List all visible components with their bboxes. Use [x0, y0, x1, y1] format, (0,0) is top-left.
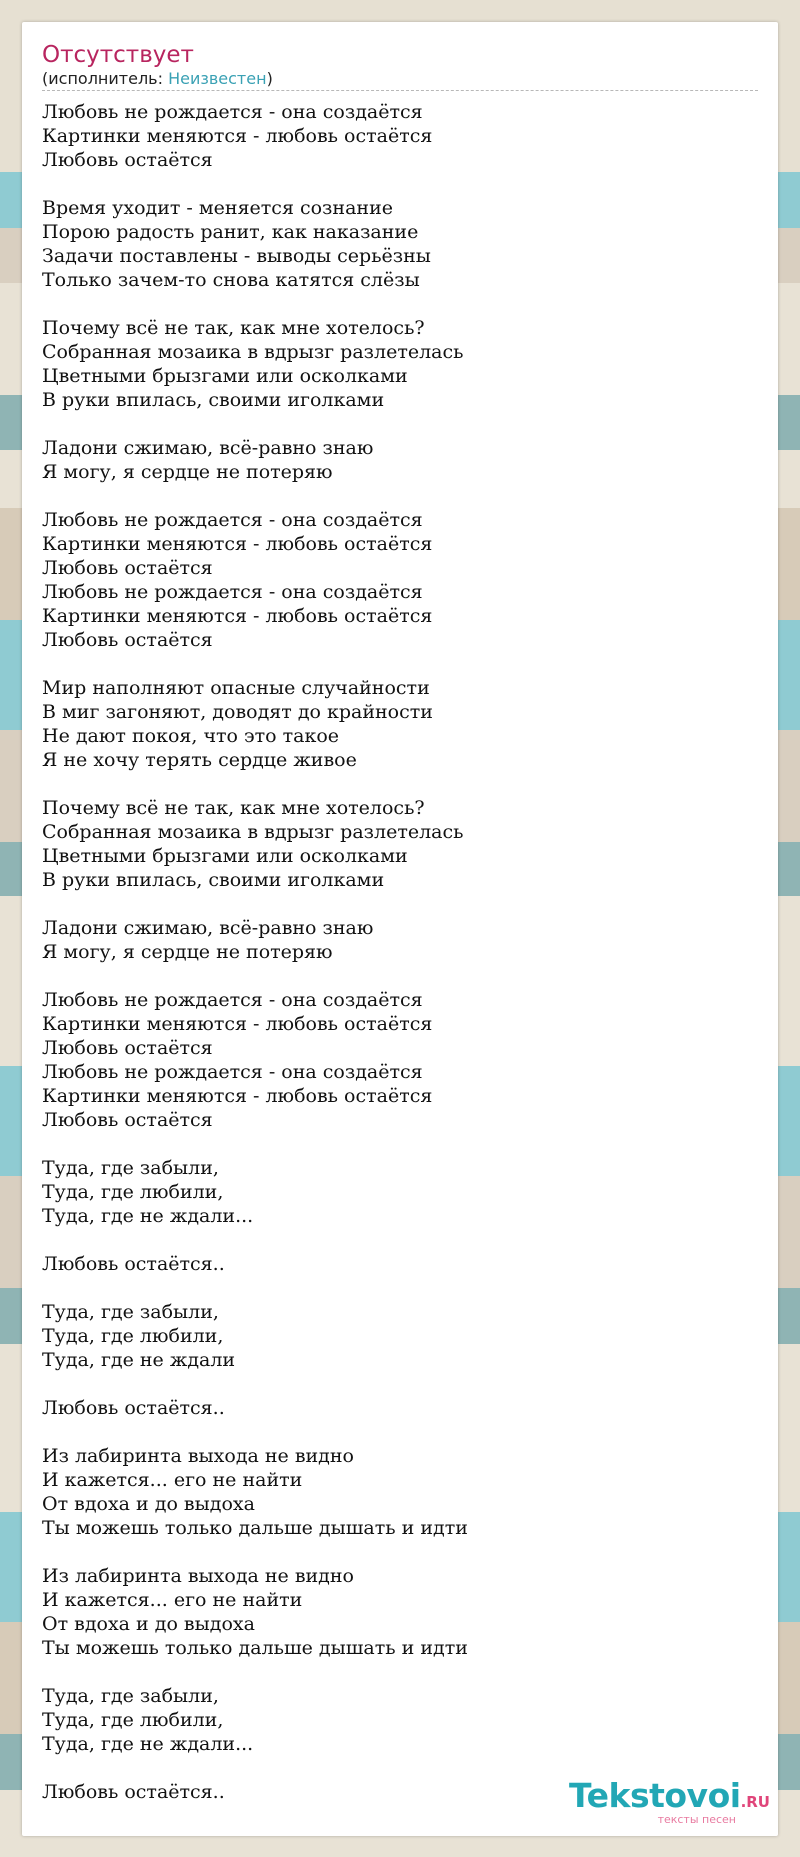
lyric-line: Не дают покоя, что это такое: [42, 725, 340, 747]
stanza-break: [42, 412, 758, 436]
stanza-break: [42, 1228, 758, 1252]
stanza-break: [42, 1132, 758, 1156]
lyric-line: Любовь остаётся..: [42, 1397, 225, 1419]
lyric-line: Туда, где любили,: [42, 1181, 224, 1203]
lyric-line: В руки впилась, своими иголками: [42, 869, 385, 891]
lyric-line: Любовь не рождается - она создаётся: [42, 989, 423, 1011]
lyric-line: Любовь остаётся: [42, 1037, 213, 1059]
stanza-break: [42, 1372, 758, 1396]
stanza-break: [42, 292, 758, 316]
lyric-line: Только зачем-то снова катятся слёзы: [42, 269, 420, 291]
lyric-line: Картинки меняются - любовь остаётся: [42, 1013, 433, 1035]
lyric-line: Любовь не рождается - она создаётся: [42, 581, 423, 603]
lyric-line: От вдоха и до выдоха: [42, 1613, 255, 1635]
song-title: Отсутствует: [42, 42, 194, 68]
lyric-line: Собранная мозаика в вдрызг разлетелась: [42, 341, 464, 363]
lyric-line: Порою радость ранит, как наказание: [42, 221, 419, 243]
lyric-line: Любовь не рождается - она создаётся: [42, 509, 423, 531]
lyric-line: Задачи поставлены - выводы серьёзны: [42, 245, 431, 267]
lyric-line: Туда, где не ждали: [42, 1349, 236, 1371]
lyric-line: Туда, где любили,: [42, 1325, 224, 1347]
lyric-line: Из лабиринта выхода не видно: [42, 1445, 354, 1467]
artist-suffix: ): [266, 69, 273, 88]
lyric-line: Почему всё не так, как мне хотелось?: [42, 317, 425, 339]
lyric-line: Ты можешь только дальше дышать и идти: [42, 1517, 468, 1539]
lyric-line: Любовь не рождается - она создаётся: [42, 101, 423, 123]
lyric-line: Туда, где забыли,: [42, 1157, 219, 1179]
artist-line: [42, 70, 758, 88]
lyric-line: И кажется... его не найти: [42, 1589, 303, 1611]
lyric-line: Любовь остаётся: [42, 149, 213, 171]
lyric-line: Любовь остаётся: [42, 1109, 213, 1131]
lyric-line: Любовь остаётся: [42, 557, 213, 579]
lyric-line: Цветными брызгами или осколками: [42, 365, 408, 387]
lyrics-text: [42, 100, 758, 1804]
stanza-break: [42, 172, 758, 196]
lyric-line: Из лабиринта выхода не видно: [42, 1565, 354, 1587]
lyric-line: Я могу, я сердце не потеряю: [42, 461, 333, 483]
lyric-line: Почему всё не так, как мне хотелось?: [42, 797, 425, 819]
lyric-line: Картинки меняются - любовь остаётся: [42, 1085, 433, 1107]
lyric-line: Туда, где любили,: [42, 1709, 224, 1731]
artist-prefix: (исполнитель:: [42, 69, 169, 88]
lyric-line: Туда, где не ждали...: [42, 1733, 254, 1755]
lyric-line: От вдоха и до выдоха: [42, 1493, 255, 1515]
lyric-line: Туда, где забыли,: [42, 1301, 219, 1323]
lyric-line: Цветными брызгами или осколками: [42, 845, 408, 867]
lyric-line: Ладони сжимаю, всё-равно знаю: [42, 917, 374, 939]
stanza-break: [42, 1540, 758, 1564]
lyric-line: Картинки меняются - любовь остаётся: [42, 533, 433, 555]
stanza-break: [42, 1276, 758, 1300]
artist-link[interactable]: Неизвестен: [168, 69, 267, 88]
lyric-line: В руки впилась, своими иголками: [42, 389, 385, 411]
stanza-break: [42, 772, 758, 796]
stanza-break: [42, 1420, 758, 1444]
lyric-line: Туда, где не ждали...: [42, 1205, 254, 1227]
lyric-line: Мир наполняют опасные случайности: [42, 677, 430, 699]
lyric-line: Собранная мозаика в вдрызг разлетелась: [42, 821, 464, 843]
lyric-line: Любовь остаётся..: [42, 1781, 225, 1803]
lyric-line: Любовь остаётся..: [42, 1253, 225, 1275]
site-logo[interactable]: [560, 1778, 770, 1828]
lyric-line: Ты можешь только дальше дышать и идти: [42, 1637, 468, 1659]
logo-domain: .RU: [740, 1793, 770, 1811]
song-header: [42, 40, 758, 91]
lyric-line: Картинки меняются - любовь остаётся: [42, 605, 433, 627]
lyric-line: Туда, где забыли,: [42, 1685, 219, 1707]
logo-tagline: тексты песен: [657, 1813, 736, 1826]
lyric-line: Я не хочу терять сердце живое: [42, 749, 357, 771]
lyric-line: Я могу, я сердце не потеряю: [42, 941, 333, 963]
logo-wordmark: Tekstovoi: [569, 1776, 741, 1815]
stanza-break: [42, 892, 758, 916]
stanza-break: [42, 484, 758, 508]
lyric-line: В миг загоняют, доводят до крайности: [42, 701, 433, 723]
lyric-line: Ладони сжимаю, всё-равно знаю: [42, 437, 374, 459]
lyric-line: Время уходит - меняется сознание: [42, 197, 393, 219]
lyrics-card: [22, 22, 778, 1836]
lyric-line: Любовь остаётся: [42, 629, 213, 651]
lyric-line: И кажется... его не найти: [42, 1469, 303, 1491]
stanza-break: [42, 1660, 758, 1684]
stanza-break: [42, 652, 758, 676]
lyric-line: Картинки меняются - любовь остаётся: [42, 125, 433, 147]
stanza-break: [42, 964, 758, 988]
lyric-line: Любовь не рождается - она создаётся: [42, 1061, 423, 1083]
